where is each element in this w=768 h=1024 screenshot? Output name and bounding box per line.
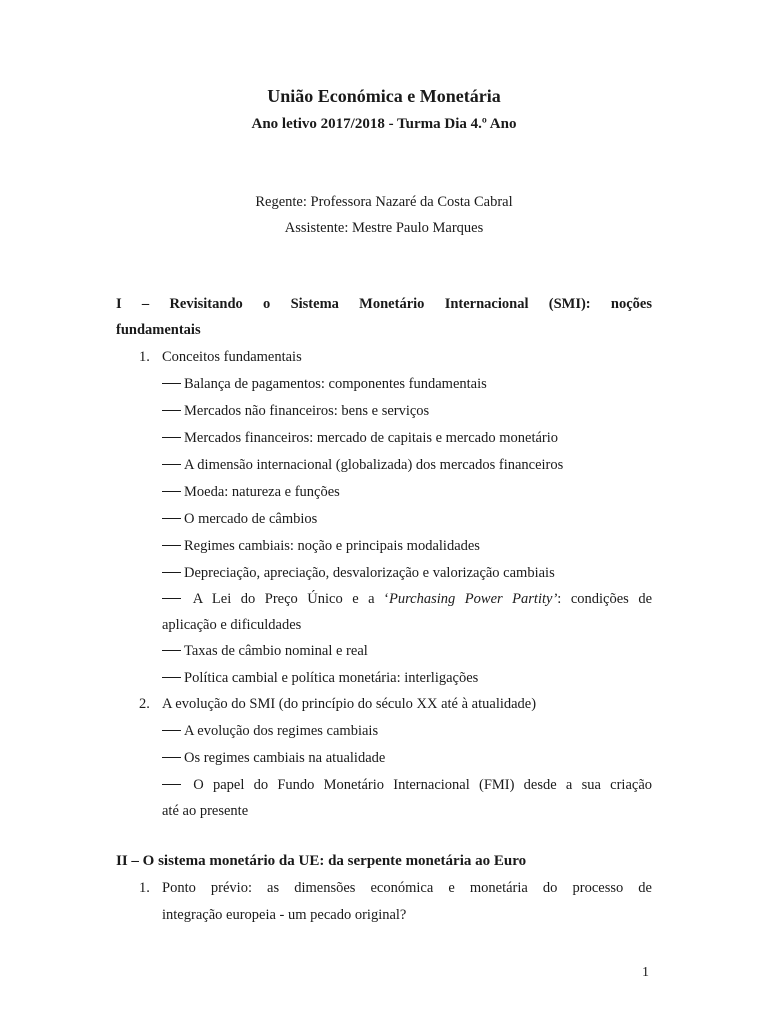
section1-heading: I – Revisitando o Sistema Monetário Internacional (SMI): noções: [116, 296, 652, 312]
list-item: Moeda: natureza e funções: [162, 484, 340, 501]
section1-heading-continuation: fundamentais: [116, 322, 201, 338]
dash-bullet: [162, 518, 181, 519]
list-item-continuation: aplicação e dificuldades: [162, 617, 302, 633]
dash-bullet: [162, 545, 181, 546]
dash-bullet: [162, 383, 181, 384]
list-item: Mercados não financeiros: bens e serviços: [162, 403, 429, 420]
item-number: 2.: [139, 696, 150, 712]
dash-bullet: [162, 784, 181, 785]
list-item: A dimensão internacional (globalizada) dos mercados financeiros: [162, 457, 563, 474]
list-item: Os regimes cambiais na atualidade: [162, 750, 385, 767]
list-item: Depreciação, apreciação, desvalorização e valorização cambiais: [162, 565, 555, 582]
item-label: Conceitos fundamentais: [162, 349, 302, 365]
dash-bullet: [162, 410, 181, 411]
list-item-continuation: até ao presente: [162, 803, 249, 819]
assistente-line: Assistente: Mestre Paulo Marques: [284, 220, 484, 236]
item-label: A evolução do SMI (do princípio do século XX até à atualidade): [162, 696, 537, 712]
list-item: Mercados financeiros: mercado de capitais e mercado monetário: [162, 430, 558, 447]
dash-bullet: [162, 598, 181, 599]
dash-bullet: [162, 730, 181, 731]
list-item: O papel do Fundo Monetário Internacional (FMI) desde a sua criação: [162, 777, 652, 794]
list-item: Política cambial e política monetária: interligações: [162, 670, 478, 687]
item-label-continuation: integração europeia - um pecado original?: [162, 907, 407, 923]
document-title: União Económica e Monetária: [267, 86, 501, 106]
regente-line: Regente: Professora Nazaré da Costa Cabral: [255, 194, 513, 210]
list-item: O mercado de câmbios: [162, 511, 317, 528]
dash-bullet: [162, 572, 181, 573]
document-subtitle: Ano letivo 2017/2018 - Turma Dia 4.º Ano: [251, 116, 517, 132]
list-item: Regimes cambiais: noção e principais modalidades: [162, 538, 480, 555]
item-number: 1.: [139, 880, 150, 896]
dash-bullet: [162, 491, 181, 492]
dash-bullet: [162, 464, 181, 465]
dash-bullet: [162, 650, 181, 651]
list-item: A evolução dos regimes cambiais: [162, 723, 378, 740]
dash-bullet: [162, 757, 181, 758]
list-item: Taxas de câmbio nominal e real: [162, 643, 368, 660]
list-item: Balança de pagamentos: componentes fundamentais: [162, 376, 487, 393]
page-number: 1: [642, 965, 649, 980]
item-label: Ponto prévio: as dimensões económica e monetária do processo de: [162, 880, 652, 896]
section2-heading: II – O sistema monetário da UE: da serpente monetária ao Euro: [116, 853, 527, 869]
item-number: 1.: [139, 349, 150, 365]
dash-bullet: [162, 437, 181, 438]
dash-bullet: [162, 677, 181, 678]
list-item: A Lei do Preço Único e a ‘Purchasing Power Partity’: condições de: [162, 591, 652, 608]
